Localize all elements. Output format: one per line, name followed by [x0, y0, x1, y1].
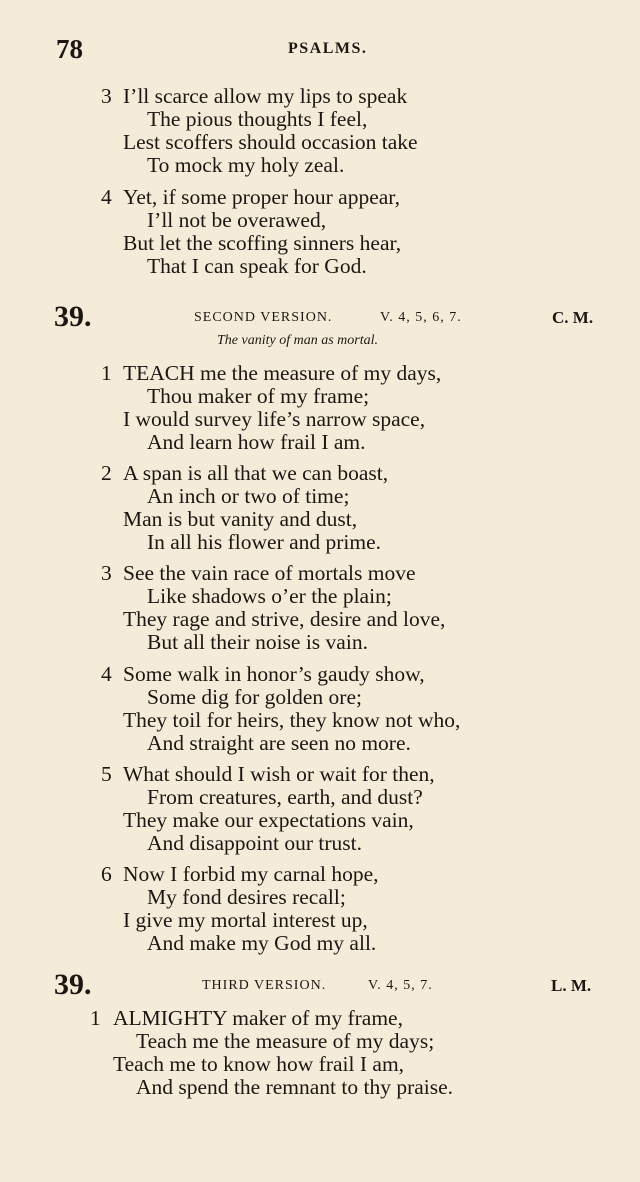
verse-line: My fond desires recall; — [147, 885, 346, 909]
verse-line: They make our expectations vain, — [123, 808, 414, 832]
verse-line: But all their noise is vain. — [147, 630, 368, 654]
stanza-number: 5 — [101, 762, 112, 786]
verse-line: A span is all that we can boast, — [123, 461, 389, 485]
running-head — [0, 34, 640, 64]
stanza-number: 3 — [101, 84, 112, 108]
verse-line: That I can speak for God. — [147, 254, 367, 278]
stanza-number: 1 — [90, 1006, 101, 1030]
stanza-number: 3 — [101, 561, 112, 585]
verse-line: To mock my holy zeal. — [147, 153, 345, 177]
hymn-number: 39. — [54, 300, 92, 333]
verse-line: What should I wish or wait for then, — [123, 762, 435, 786]
hymn-number: 39. — [54, 968, 92, 1001]
stanza-number: 2 — [101, 461, 112, 485]
verse-line: In all his flower and prime. — [147, 530, 382, 554]
verse-line: And straight are seen no more. — [147, 731, 411, 755]
verse-line: Some walk in honor’s gaudy show, — [123, 662, 425, 686]
hymn-verses: V. 4, 5, 6, 7. — [380, 310, 462, 325]
verse-line: And learn how frail I am. — [147, 430, 366, 454]
verse-line: Yet, if some proper hour appear, — [123, 185, 400, 209]
verse-line: TEACH me the measure of my days, — [123, 361, 442, 385]
verse-line: Lest scoffers should occasion take — [123, 130, 418, 154]
verse-line: Teach me to know how frail I am, — [113, 1052, 405, 1076]
verse-line: Some dig for golden ore; — [147, 685, 362, 709]
hymn-subtitle: The vanity of man as mortal. — [217, 333, 378, 348]
hymn-heading — [0, 968, 640, 1000]
verse-line: I’ll scarce allow my lips to speak — [123, 84, 408, 108]
verse-line: And spend the remnant to thy praise. — [136, 1075, 454, 1099]
hymn-heading — [0, 300, 640, 332]
verse-line: They toil for heirs, they know not who, — [123, 708, 461, 732]
verse-line: The pious thoughts I feel, — [147, 107, 368, 131]
verse-line: I give my mortal interest up, — [123, 908, 368, 932]
verse-line: And disappoint our trust. — [147, 831, 362, 855]
hymn-meter: C. M. — [552, 308, 594, 327]
hymn-version: SECOND VERSION. — [194, 310, 333, 325]
running-title: PSALMS. — [288, 40, 368, 57]
verse-line: From creatures, earth, and dust? — [147, 785, 423, 809]
page-number: 78 — [56, 34, 83, 64]
verse-line: But let the scoffing sinners hear, — [123, 231, 402, 255]
stanza-number: 4 — [101, 662, 112, 686]
hymn-meter: L. M. — [551, 976, 592, 995]
hymn-version: THIRD VERSION. — [202, 978, 327, 993]
verse-line: Man is but vanity and dust, — [123, 507, 358, 531]
verse-line: And make my God my all. — [147, 931, 377, 955]
hymn-verses: V. 4, 5, 7. — [368, 978, 433, 993]
verse-line: See the vain race of mortals move — [123, 561, 416, 585]
stanza-number: 6 — [101, 862, 112, 886]
verse-line: ALMIGHTY maker of my frame, — [113, 1006, 403, 1030]
stanza-number: 1 — [101, 361, 112, 385]
verse-line: They rage and strive, desire and love, — [123, 607, 446, 631]
verse-line: Now I forbid my carnal hope, — [123, 862, 379, 886]
verse-line: Like shadows o’er the plain; — [147, 584, 392, 608]
verse-line: Thou maker of my frame; — [147, 384, 370, 408]
verse-line: I’ll not be overawed, — [147, 208, 327, 232]
verse-line: An inch or two of time; — [147, 484, 350, 508]
stanza-number: 4 — [101, 185, 112, 209]
verse-line: I would survey life’s narrow space, — [123, 407, 426, 431]
verse-line: Teach me the measure of my days; — [136, 1029, 435, 1053]
